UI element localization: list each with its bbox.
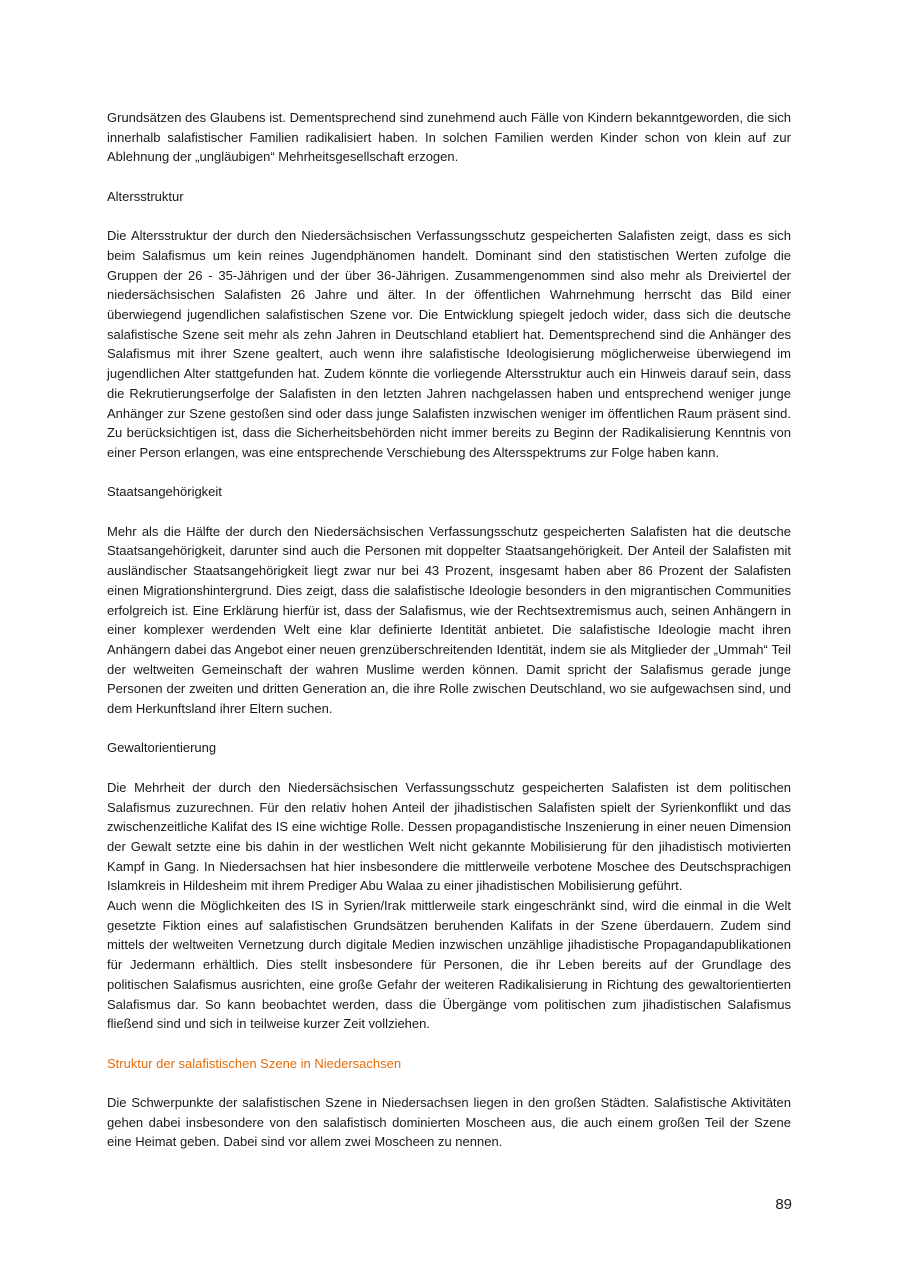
spacer — [107, 758, 791, 778]
spacer — [107, 502, 791, 522]
paragraph-staatsangehoerigkeit: Mehr als die Hälfte der durch den Niedersächsischen Verfassungsschutz gespeicherten Salafisten hat die deutsche Staatsangehörigkeit, darunter sind auch die Personen mit doppelter Staatsangehörigkeit. Der Anteil der Salafisten mit ausländischer Staatsangehörigkeit liegt zwar nur bei 43 Prozent, insgesamt haben aber 86 Prozent der Salafisten einen Migrationshintergrund. Dies zeigt, dass die salafistische Ideologie besonders in den migrantischen Communities erfolgreich ist. Eine Erklärung hierfür ist, dass der Salafismus, wie der Rechtsextremismus auch, seinen Anhängern in einer komplexer werdenden Welt eine klar definierte Identität anbietet. Die salafistische Ideologie macht ihren Anhängern dabei das Angebot einer neuen grenzüberschreitenden Identität, indem sie als Mitglieder der „Ummah“ Teil der weltweiten Gemeinschaft der wahren Muslime werden können. Damit spricht der Salafismus gerade junge Personen der zweiten und dritten Generation an, die ihre Rolle zwischen Deutschland, wo sie aufgewachsen sind, und dem Herkunftsland ihrer Eltern suchen. — [107, 523, 791, 717]
spacer — [107, 463, 791, 483]
heading-altersstruktur: Altersstruktur — [107, 188, 184, 204]
page-body — [107, 108, 791, 1152]
page-number: 89 — [775, 1196, 792, 1213]
spacer — [107, 207, 791, 227]
paragraph-altersstruktur: Die Altersstruktur der durch den Niedersächsischen Verfassungsschutz gespeicherten Salafisten zeigt, dass es sich beim Salafismus um kein reines Jugendphänomen handelt. Dominant sind den statistischen Werten zufolge die Gruppen der 26 - 35-Jährigen und der über 36-Jährigen. Zusammengenommen sind also mehr als Dreiviertel der niedersächsischen Salafisten 26 Jahre und älter. In der öffentlichen Wahrnehmung herrscht das Bild einer überwiegend jugendlichen salafistischen Szene vor. Die Entwicklung spiegelt jedoch wider, dass sich die deutsche salafistische Szene seit mehr als zehn Jahren in Deutschland etabliert hat. Dementsprechend sind die Anhänger des Salafismus mit ihrer Szene gealtert, auch wenn ihre salafistische Ideologisierung möglicherweise überwiegend im jugendlichen Alter stattgefunden hat. Zudem könnte die vorliegende Altersstruktur auch ein Hinweis darauf sein, dass die Rekrutierungserfolge der Salafisten in den letzten Jahren nachgelassen haben und entsprechend weniger junge Anhänger zur Szene gestoßen sind oder dass junge Salafisten inzwischen weniger im öffentlichen Raum präsent sind. Zu berücksichtigen ist, dass die Sicherheitsbehörden nicht immer bereits zu Beginn der Radikalisierung Kenntnis von einer Person erlangen, was eine entsprechende Verschiebung des Altersspektrums zur Folge haben kann. — [107, 228, 791, 460]
paragraph-struktur-szene: Die Schwerpunkte der salafistischen Szene in Niedersachsen liegen in den großen Städten. Salafistische Aktivitäten gehen dabei insbesondere von den salafistisch dominierten Moscheen aus, die auch einem großen Teil der Szene eine Heimat geben. Dabei sind vor allem zwei Moscheen zu nennen. — [107, 1095, 791, 1150]
heading-struktur-szene: Struktur der salafistischen Szene in Niedersachsen — [107, 1055, 402, 1071]
paragraph-gewaltorientierung-2: Auch wenn die Möglichkeiten des IS in Syrien/Irak mittlerweile stark eingeschränkt sind, wird die einmal in die Welt gesetzte Fiktion eines auf salafistischen Grundsätzen beruhenden Kalifats in der Szene überdauern. Zudem sind mittels der weltweiten Vernetzung durch digitale Medien inzwischen unzählige jihadistische Propagandapublikationen für Jedermann erhältlich. Dies stellt insbesondere für Personen, die ihr Leben bereits auf der Grundlage des politischen Salafismus ausrichten, eine große Gefahr der weiteren Radikalisierung in Richtung des gewaltorientierten Salafismus dar. So kann beobachtet werden, dass die Übergänge vom politischen zum jihadistischen Salafismus fließend sind und sich in teilweise kurzer Zeit vollziehen. — [107, 898, 791, 1032]
spacer — [107, 1073, 791, 1093]
paragraph-intro: Grundsätzen des Glaubens ist. Dementsprechend sind zunehmend auch Fälle von Kindern bekanntgeworden, die sich innerhalb salafistischer Familien radikalisiert haben. In solchen Familien werden Kinder schon von klein auf zur Ablehnung der „ungläubigen“ Mehrheitsgesellschaft erzogen. — [107, 110, 791, 165]
spacer — [107, 719, 791, 739]
heading-gewaltorientierung: Gewaltorientierung — [107, 740, 217, 756]
paragraph-gewaltorientierung-1: Die Mehrheit der durch den Niedersächsischen Verfassungsschutz gespeicherten Salafisten ist dem politischen Salafismus zuzurechnen. Für den relativ hohen Anteil der jihadistischen Salafisten spielt der Syrienkonflikt und das zwischenzeitliche Kalifat des IS eine wichtige Rolle. Dessen propagandistische Inszenierung in einer neuen Dimension der Gewalt setzte eine bis dahin in der westlichen Welt nicht gekannte Mobilisierung für den jihadistisch motivierten Kampf in Gang. In Niedersachsen hat hier insbesondere die mittlerweile verbotene Moschee des Deutschsprachigen Islamkreis in Hildesheim mit ihrem Prediger Abu Walaa zu einer jihadistischen Mobilisierung geführt. — [107, 779, 791, 894]
spacer — [107, 1034, 791, 1054]
heading-staatsangehoerigkeit: Staatsangehörigkeit — [107, 484, 222, 500]
spacer — [107, 167, 791, 187]
